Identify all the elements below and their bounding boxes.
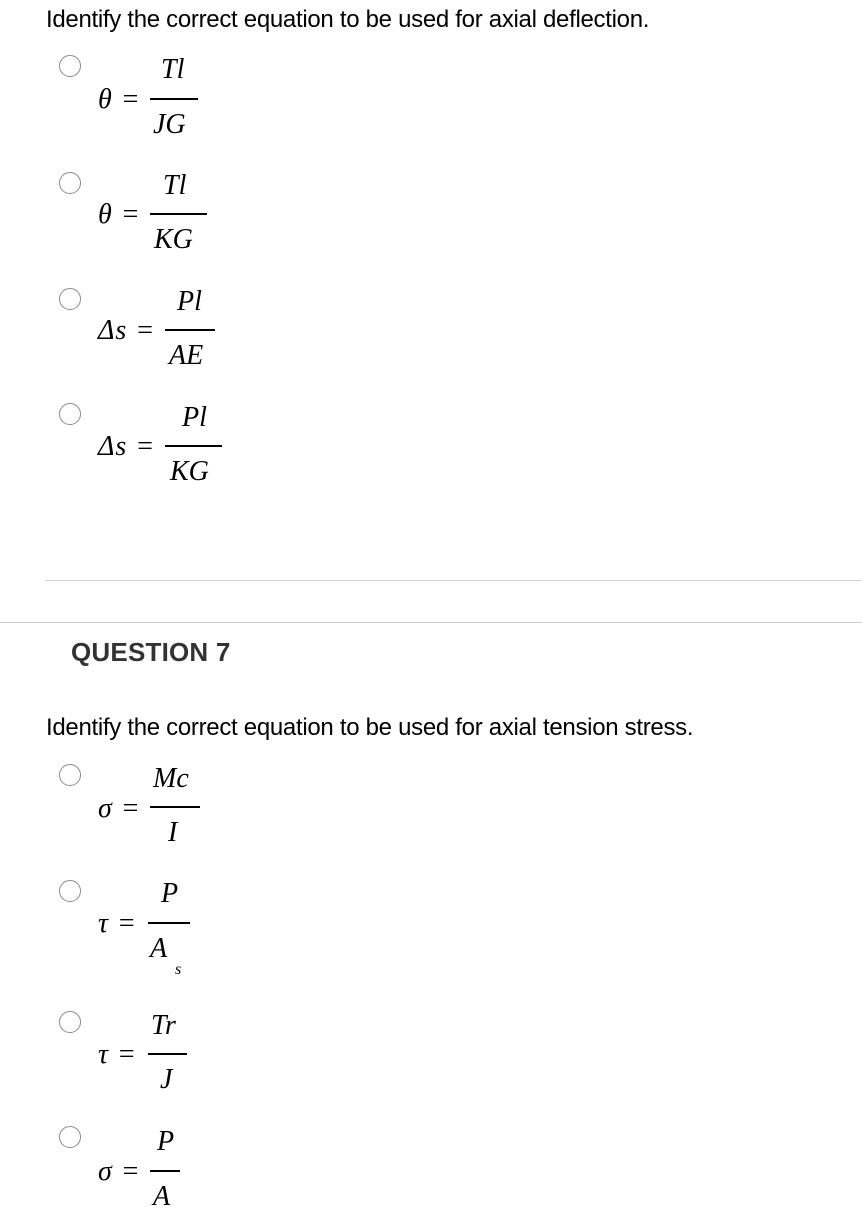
- q7-option-4-numerator: P: [157, 1126, 175, 1157]
- q6-option-1-radio[interactable]: [59, 55, 81, 77]
- q6-option-4-fraction-bar: [165, 445, 222, 447]
- q7-option-3-denominator: J: [160, 1064, 173, 1095]
- q6-option-2-fraction-bar: [150, 213, 207, 215]
- q7-option-4-lhs: σ =: [98, 1156, 141, 1187]
- q6-option-4-numerator: Pl: [182, 402, 207, 433]
- q6-option-1-fraction-bar: [150, 98, 198, 100]
- q6-option-4-lhs: Δs =: [98, 431, 156, 462]
- q6-option-4-denominator: KG: [170, 456, 209, 487]
- q7-option-4-denominator: A: [153, 1181, 171, 1212]
- q7-option-2-numerator: P: [161, 878, 179, 909]
- q6-option-3-numerator: Pl: [177, 286, 202, 317]
- q7-option-1-denominator: I: [168, 817, 178, 848]
- q6-option-2-denominator: KG: [154, 224, 193, 255]
- q7-option-2-lhs: τ =: [98, 908, 137, 939]
- q7-option-3-lhs: τ =: [98, 1039, 137, 1070]
- q7-option-1-radio[interactable]: [59, 764, 81, 786]
- q6-option-1-lhs: θ =: [98, 84, 141, 115]
- question-7-header: QUESTION 7: [71, 637, 231, 667]
- q6-option-4-radio[interactable]: [59, 403, 81, 425]
- question-6-prompt: Identify the correct equation to be used for axial deflection.: [46, 6, 650, 33]
- question-divider-bottom: [0, 622, 862, 623]
- q6-option-2-radio[interactable]: [59, 172, 81, 194]
- question-divider-top: [46, 580, 862, 581]
- q7-option-4-fraction-bar: [150, 1170, 180, 1172]
- q7-option-2-radio[interactable]: [59, 880, 81, 902]
- q6-option-2-lhs: θ =: [98, 199, 141, 230]
- q6-option-3-lhs: Δs =: [98, 315, 156, 346]
- q6-option-2-numerator: Tl: [163, 170, 187, 201]
- q7-option-1-numerator: Mc: [153, 763, 189, 794]
- q7-option-3-fraction-bar: [148, 1053, 187, 1055]
- q7-option-1-fraction-bar: [150, 806, 200, 808]
- q7-option-2-fraction-bar: [148, 922, 190, 924]
- question-7-prompt: Identify the correct equation to be used for axial tension stress.: [46, 714, 694, 741]
- q7-option-3-numerator: Tr: [151, 1010, 176, 1041]
- q7-option-2-denominator: A: [150, 933, 168, 964]
- q6-option-3-denominator: AE: [169, 340, 204, 371]
- q7-option-4-radio[interactable]: [59, 1126, 81, 1148]
- q6-option-3-radio[interactable]: [59, 288, 81, 310]
- q7-option-2-denominator-subscript: s: [175, 961, 182, 978]
- q6-option-3-fraction-bar: [165, 329, 215, 331]
- q6-option-1-denominator: JG: [153, 109, 186, 140]
- q6-option-1-numerator: Tl: [161, 54, 185, 85]
- q7-option-3-radio[interactable]: [59, 1011, 81, 1033]
- q7-option-1-lhs: σ =: [98, 793, 141, 824]
